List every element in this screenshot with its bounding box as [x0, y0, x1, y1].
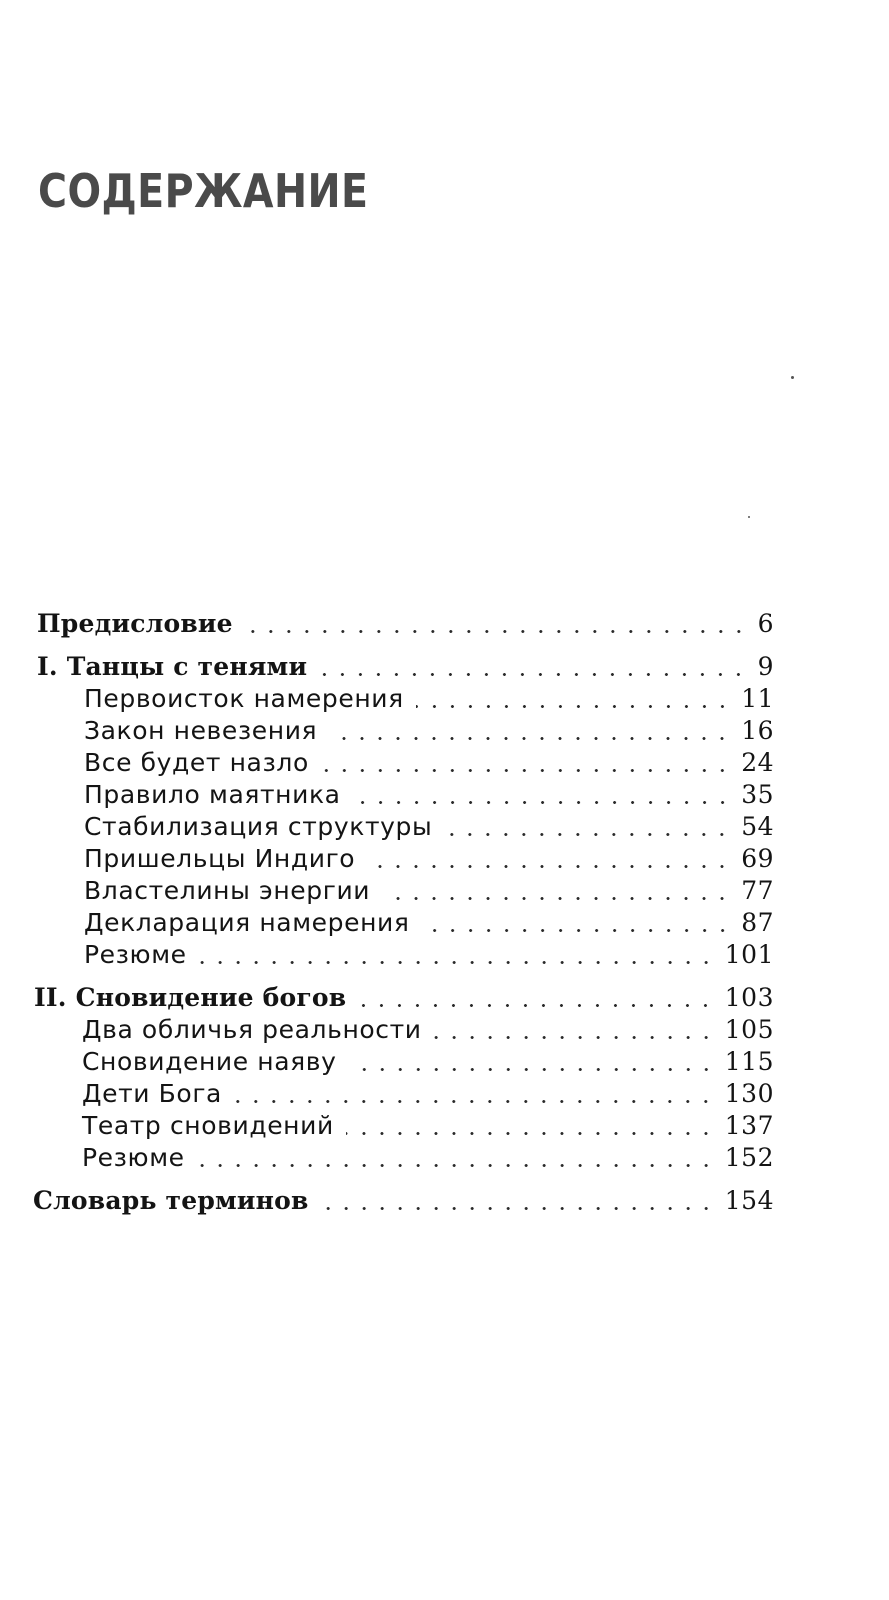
- toc-entry-title: Пришельцы Индиго: [84, 844, 356, 873]
- toc-entry-title: Предисловие: [37, 609, 233, 638]
- dot-leader: [321, 769, 731, 772]
- toc-entry-section[interactable]: [82, 1110, 774, 1142]
- toc-entry-section[interactable]: [84, 683, 774, 715]
- toc-page-number: 87: [741, 908, 774, 937]
- toc-entry-title: Два обличья реальности: [82, 1015, 422, 1044]
- toc-entry-title: Все будет назло: [84, 748, 309, 777]
- toc-page-number: 9: [757, 652, 774, 681]
- toc-entry-title: Дети Бога: [82, 1079, 222, 1108]
- dot-leader: [199, 961, 715, 964]
- toc-entry-preface[interactable]: [37, 608, 774, 640]
- dot-leader: [245, 630, 748, 633]
- dot-leader: [349, 1068, 715, 1071]
- toc-entry-title: Словарь терминов: [33, 1186, 309, 1215]
- toc-page-number: 152: [724, 1143, 774, 1172]
- toc-entry-title: Сновидение наяву: [82, 1047, 337, 1076]
- toc-page-number: 130: [724, 1079, 774, 1108]
- toc-page-number: 35: [741, 780, 774, 809]
- dot-leader: [367, 865, 731, 868]
- toc-page-number: 103: [724, 983, 774, 1012]
- dot-leader: [358, 1004, 714, 1007]
- toc-entry-title: Декларация намерения: [84, 908, 410, 937]
- toc-page-number: 6: [757, 609, 774, 638]
- toc-entry-section[interactable]: [84, 811, 774, 843]
- toc-page-number: 154: [724, 1186, 774, 1215]
- toc-page-number: 11: [741, 684, 774, 713]
- toc-page-number: 16: [741, 716, 774, 745]
- dot-leader: [382, 897, 731, 900]
- toc-entry-part-1[interactable]: [37, 651, 774, 683]
- toc-entry-section[interactable]: [84, 779, 774, 811]
- toc-page-number: 137: [724, 1111, 774, 1140]
- toc-page-number: 115: [724, 1047, 774, 1076]
- toc-entry-section[interactable]: [82, 1078, 774, 1110]
- dot-leader: [234, 1100, 715, 1103]
- toc-entry-section[interactable]: [84, 939, 774, 971]
- toc-entry-title: II. Сновидение богов: [34, 983, 347, 1012]
- dot-leader: [346, 1132, 715, 1135]
- dot-leader: [329, 737, 731, 740]
- dot-leader: [321, 1207, 715, 1210]
- toc-entry-section[interactable]: [84, 843, 774, 875]
- toc-entry-section[interactable]: [84, 907, 774, 939]
- toc-entry-title: Закон невезения: [84, 716, 318, 745]
- toc-entry-title: I. Танцы с тенями: [37, 652, 308, 681]
- toc-page-number: 69: [741, 844, 774, 873]
- dot-leader: [319, 673, 747, 676]
- page-title: СОДЕРЖАНИЕ: [38, 164, 369, 218]
- toc-page-number: 77: [741, 876, 774, 905]
- toc-entry-section[interactable]: [84, 715, 774, 747]
- dot-leader: [197, 1164, 715, 1167]
- toc-entry-title: Стабилизация структуры: [84, 812, 433, 841]
- toc-entry-glossary[interactable]: [33, 1185, 774, 1217]
- toc-page-number: 101: [724, 940, 774, 969]
- dot-leader: [444, 833, 731, 836]
- toc-entry-title: Театр сновидений: [82, 1111, 334, 1140]
- toc-page-number: 105: [724, 1015, 774, 1044]
- toc-entry-title: Первоисток намерения: [84, 684, 404, 713]
- toc-entry-title: Резюме: [82, 1143, 185, 1172]
- toc-entry-section[interactable]: [84, 875, 774, 907]
- toc-entry-section[interactable]: [82, 1142, 774, 1174]
- toc-entry-section[interactable]: [82, 1014, 774, 1046]
- dot-leader: [422, 929, 732, 932]
- toc-entry-title: Правило маятника: [84, 780, 341, 809]
- toc-entry-title: Властелины энергии: [84, 876, 371, 905]
- toc-entry-section[interactable]: [84, 747, 774, 779]
- toc-page-number: 24: [741, 748, 774, 777]
- toc-entry-part-2[interactable]: [34, 982, 774, 1014]
- toc-page-number: 54: [741, 812, 774, 841]
- dot-leader: [416, 705, 731, 708]
- dot-leader: [353, 801, 732, 804]
- toc-entry-section[interactable]: [82, 1046, 774, 1078]
- dot-leader: [434, 1036, 715, 1039]
- toc-entry-title: Резюме: [84, 940, 187, 969]
